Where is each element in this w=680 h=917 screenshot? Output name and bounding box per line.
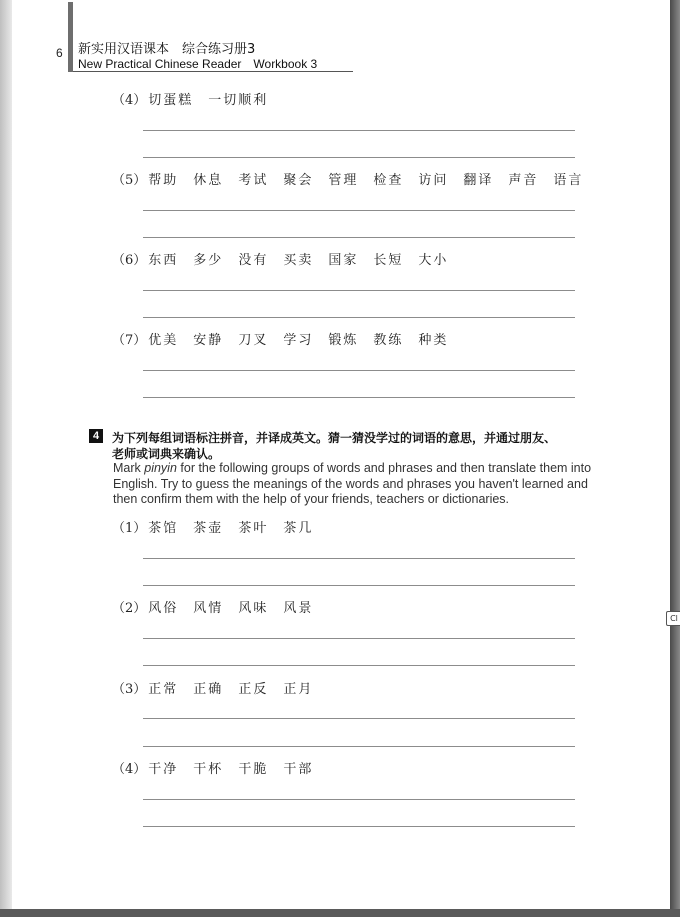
word: 正常 bbox=[148, 682, 179, 697]
word: 声音 bbox=[508, 173, 539, 188]
answer-line bbox=[143, 237, 575, 238]
word: 正确 bbox=[193, 682, 224, 697]
item-number: （3） bbox=[112, 682, 147, 697]
word: 优美 bbox=[148, 333, 179, 348]
instruction-english-part: for the following groups of words and phrases and then translate them into English. Try to guess the meanings of the words and phrases you haven't learned and then confirm them with the help of your friends, teachers or dictionaries. bbox=[113, 461, 592, 506]
answer-line bbox=[143, 130, 575, 131]
word: 茶叶 bbox=[238, 521, 269, 536]
word: 管理 bbox=[328, 173, 359, 188]
word: 风味 bbox=[238, 601, 269, 616]
word: 锻炼 bbox=[328, 333, 359, 348]
workbook-page bbox=[12, 0, 670, 909]
item-number: （1） bbox=[112, 521, 147, 536]
word: 检查 bbox=[373, 173, 404, 188]
item-number: （4） bbox=[112, 762, 147, 777]
answer-line bbox=[143, 826, 575, 827]
answer-line bbox=[143, 585, 575, 586]
word: 干部 bbox=[283, 762, 314, 777]
exercise-item bbox=[112, 249, 463, 268]
word: 刀叉 bbox=[238, 333, 269, 348]
word: 买卖 bbox=[283, 253, 314, 268]
instruction-chinese-line1: 为下列每组词语标注拼音，并译成英文。猜一猜没学过的词语的意思，并通过朋友、 bbox=[112, 431, 557, 445]
word: 考试 bbox=[238, 173, 269, 188]
side-panel-tab[interactable]: Cl bbox=[666, 611, 680, 626]
word: 茶馆 bbox=[148, 521, 179, 536]
item-number: （5） bbox=[112, 173, 147, 188]
word: 安静 bbox=[193, 333, 224, 348]
exercise-item bbox=[112, 169, 583, 188]
answer-line bbox=[143, 558, 575, 559]
word: 干脆 bbox=[238, 762, 269, 777]
instruction-english bbox=[113, 461, 608, 508]
header-accent-bar bbox=[68, 2, 73, 72]
answer-line bbox=[143, 665, 575, 666]
item-number: （7） bbox=[112, 333, 147, 348]
answer-line bbox=[143, 746, 575, 747]
answer-line bbox=[143, 317, 575, 318]
word: 多少 bbox=[193, 253, 224, 268]
answer-line bbox=[143, 210, 575, 211]
item-number: （2） bbox=[112, 601, 147, 616]
word: 访问 bbox=[418, 173, 449, 188]
word: 休息 bbox=[193, 173, 224, 188]
answer-line bbox=[143, 718, 575, 719]
word: 大小 bbox=[418, 253, 449, 268]
word: 一切顺利 bbox=[208, 93, 269, 108]
word: 种类 bbox=[418, 333, 449, 348]
word: 茶壶 bbox=[193, 521, 224, 536]
exercise-item bbox=[112, 517, 328, 536]
book-title-chinese: 新实用汉语课本 综合练习册3 bbox=[78, 42, 256, 57]
word: 教练 bbox=[373, 333, 404, 348]
viewer-left-margin bbox=[0, 0, 12, 917]
book-title-english: New Practical Chinese Reader Workbook 3 bbox=[78, 57, 318, 71]
viewer-bottom-margin bbox=[0, 909, 680, 917]
word: 干净 bbox=[148, 762, 179, 777]
word: 聚会 bbox=[283, 173, 314, 188]
answer-line bbox=[143, 799, 575, 800]
word: 东西 bbox=[148, 253, 179, 268]
exercise-item bbox=[112, 89, 283, 108]
word: 干杯 bbox=[193, 762, 224, 777]
item-number: （4） bbox=[112, 93, 147, 108]
header-rule bbox=[73, 71, 353, 72]
instruction-english-italic: pinyin bbox=[144, 461, 177, 475]
word: 翻译 bbox=[463, 173, 494, 188]
word: 风俗 bbox=[148, 601, 179, 616]
word: 正反 bbox=[238, 682, 269, 697]
word: 风情 bbox=[193, 601, 224, 616]
word: 长短 bbox=[373, 253, 404, 268]
exercise-item bbox=[112, 597, 328, 616]
viewer-right-edge bbox=[670, 0, 680, 909]
instruction-chinese-line2: 老师或词典来确认。 bbox=[112, 447, 221, 461]
word: 学习 bbox=[283, 333, 314, 348]
exercise-item bbox=[112, 678, 328, 697]
word: 国家 bbox=[328, 253, 359, 268]
exercise-item bbox=[112, 758, 328, 777]
answer-line bbox=[143, 290, 575, 291]
exercise-item bbox=[112, 329, 463, 348]
answer-line bbox=[143, 638, 575, 639]
word: 风景 bbox=[283, 601, 314, 616]
section-number-badge: 4 bbox=[89, 429, 103, 443]
word: 没有 bbox=[238, 253, 269, 268]
word: 语言 bbox=[553, 173, 584, 188]
word: 正月 bbox=[283, 682, 314, 697]
instruction-english-part: Mark bbox=[113, 461, 145, 475]
item-number: （6） bbox=[112, 253, 147, 268]
page-number: 6 bbox=[56, 46, 63, 60]
answer-line bbox=[143, 157, 575, 158]
word: 切蛋糕 bbox=[148, 93, 194, 108]
answer-line bbox=[143, 370, 575, 371]
word: 帮助 bbox=[148, 173, 179, 188]
word: 茶几 bbox=[283, 521, 314, 536]
answer-line bbox=[143, 397, 575, 398]
